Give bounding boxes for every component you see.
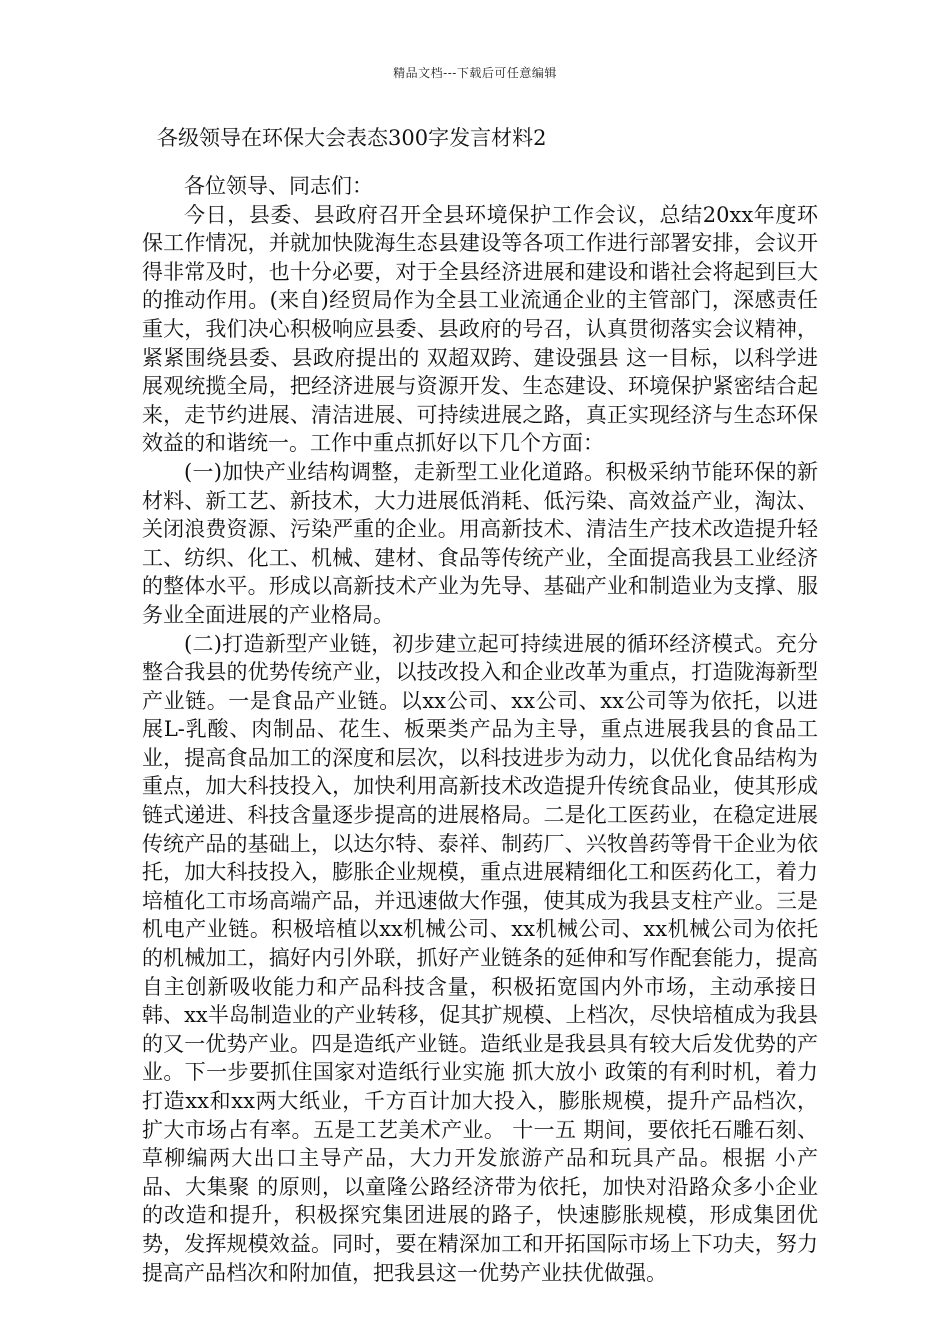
document-body: [142, 172, 818, 1287]
paragraph-point-two: (二)打造新型产业链，初步建立起可持续进展的循环经济模式。充分整合我县的优势传统产业，以技改投入和企业改革为重点，打造陇海新型产业链。一是食品产业链。以xx公司、xx公司、xx公司等为依托，以进展L-乳酸、肉制品、花生、板栗类产品为主导，重点进展我县的食品工业，提高食品加工的深度和层次，以科技进步为动力，以优化食品结构为重点，加大科技投入，加快利用高新技术改造提升传统食品业，使其形成链式递进、科技含量逐步提高的进展格局。二是化工医药业，在稳定进展传统产品的基础上，以达尔特、泰祥、制药厂、兴牧兽药等骨干企业为依托，加大科技投入，膨胀企业规模，重点进展精细化工和医药化工，着力培植化工市场高端产品，并迅速做大作强，使其成为我县支柱产业。三是机电产业链。积极培植以xx机械公司、xx机械公司、xx机械公司为依托的机械加工，搞好内引外联，抓好产业链条的延伸和写作配套能力，提高自主创新吸收能力和产品科技含量，积极拓宽国内外市场，主动承接日韩、xx半岛制造业的产业转移，促其扩规模、上档次，尽快培植成为我县的又一优势产业。四是造纸产业链。造纸业是我县具有较大后发优势的产业。下一步要抓住国家对造纸行业实施 抓大放小 政策的有利时机，着力打造xx和xx两大纸业，千方百计加大投入，膨胀规模，提升产品档次，扩大市场占有率。五是工艺美术产业。 十一五 期间，要依托石雕石刻、草柳编两大出口主导产品，大力开发旅游产品和玩具产品。根据 小产品、大集聚 的原则，以童隆公路经济带为依托，加快对沿路众多小企业的改造和提升，积极探究集团进展的路子，快速膨胀规模，形成集团优势，发挥规模效益。同时，要在精深加工和开拓国际市场上下功夫，努力提高产品档次和附加值，把我县这一优势产业扶优做强。: [142, 631, 818, 1285]
document-title: 各级领导在环保大会表态300字发言材料2: [157, 126, 547, 150]
salutation: 各位领导、同志们：: [184, 174, 373, 198]
paragraph-intro: 今日，县委、县政府召开全县环境保护工作会议，总结20xx年度环保工作情况，并就加快陇海生态县建设等各项工作进行部署安排，会议开得非常及时，也十分必要，对于全县经济进展和建设和谐社会将起到巨大的推动作用。(来自)经贸局作为全县工业流通企业的主管部门，深感责任重大，我们决心积极响应县委、县政府的号召，认真贯彻落实会议精神，紧紧围绕县委、县政府提出的 双超双跨、建设强县 这一目标，以科学进展观统揽全局，把经济进展与资源开发、生态建设、环境保护紧密结合起来，走节约进展、清洁进展、可持续进展之路，真正实现经济与生态环保效益的和谐统一。工作中重点抓好以下几个方面：: [142, 202, 818, 456]
header-note: 精品文档---下载后可任意编辑: [393, 66, 557, 80]
paragraph-point-one: (一)加快产业结构调整，走新型工业化道路。积极采纳节能环保的新材料、新工艺、新技术，大力进展低消耗、低污染、高效益产业，淘汰、关闭浪费资源、污染严重的企业。用高新技术、清洁生产技术改造提升轻工、纺织、化工、机械、建材、食品等传统产业，全面提高我县工业经济的整体水平。形成以高新技术产业为先导、基础产业和制造业为支撑、服务业全面进展的产业格局。: [142, 459, 818, 627]
